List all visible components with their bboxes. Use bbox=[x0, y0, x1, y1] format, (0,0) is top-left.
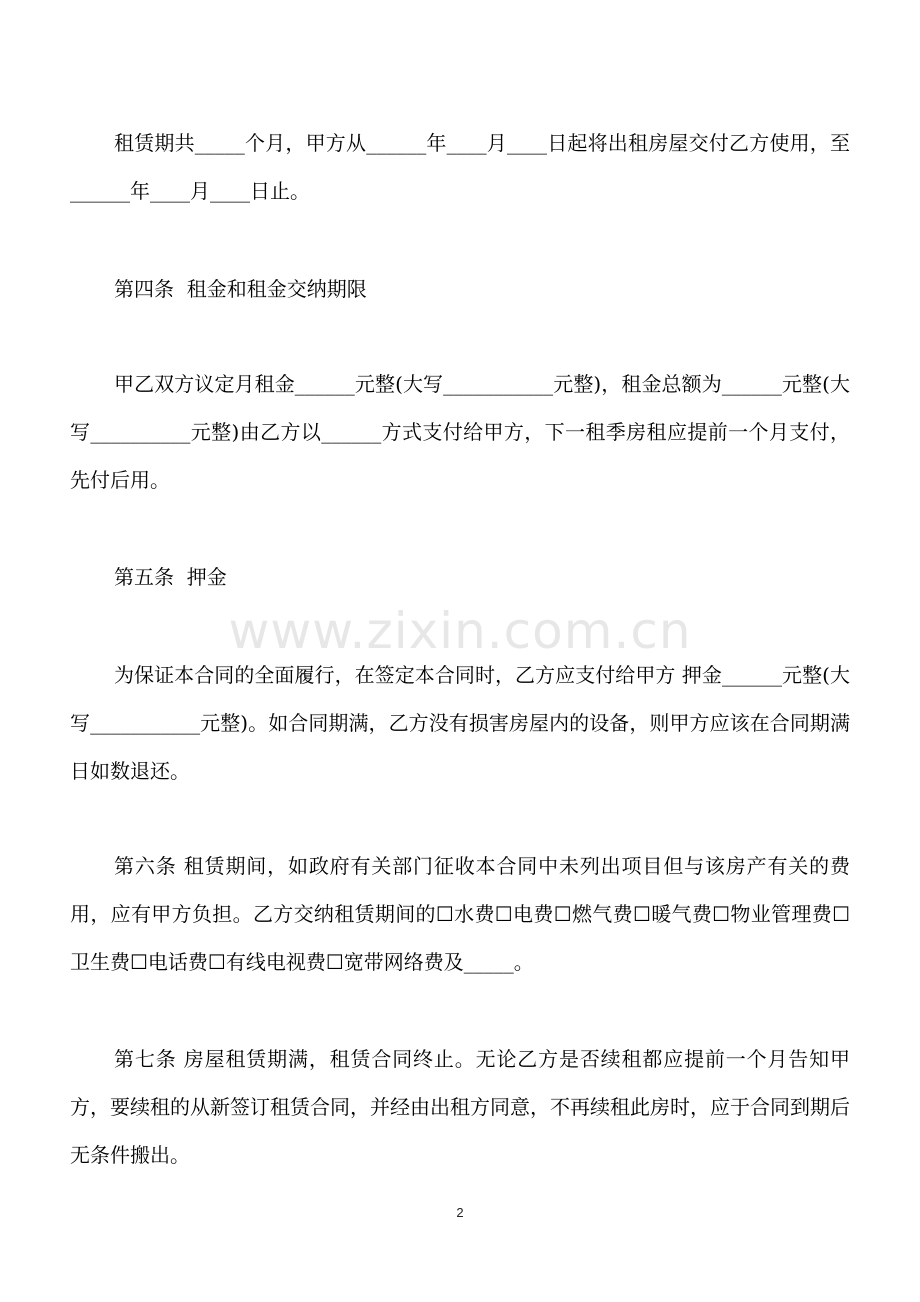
article-5-heading: 第五条 押金 bbox=[114, 565, 227, 589]
paragraph-rent-terms: 甲乙双方议定月租金______元整(大写___________元整)，租金总额为______元整(大写__________元整)由乙方以______方式支付给甲方，下一租季房租应提前一个月支付，先付后用。 bbox=[70, 372, 850, 492]
article-4-heading: 第四条 租金和租金交纳期限 bbox=[114, 277, 367, 301]
watermark: www.zixin.com.cn bbox=[228, 602, 692, 660]
paragraph-article-6: 第六条 租赁期间，如政府有关部门征收本合同中未列出项目但与该房产有关的费用，应有甲方负担。乙方交纳租赁期间的☐水费☐电费☐燃气费☐暖气费☐物业管理费☐卫生费☐电话费☐有线电视费☐宽带网络费及_____。 bbox=[70, 854, 850, 974]
paragraph-deposit-terms: 为保证本合同的全面履行，在签定本合同时，乙方应支付给甲方 押金______元整(大写___________元整)。如合同期满，乙方没有损害房屋内的设备，则甲方应该在合同期满日如数退还。 bbox=[70, 663, 850, 783]
page-number: 2 bbox=[456, 1205, 464, 1220]
paragraph-article-7: 第七条 房屋租赁期满，租赁合同终止。无论乙方是否续租都应提前一个月告知甲方，要续租的从新签订租赁合同，并经由出租方同意，不再续租此房时，应于合同到期后无条件搬出。 bbox=[70, 1047, 850, 1167]
paragraph-lease-term: 租赁期共_____个月，甲方从______年____月____日起将出租房屋交付乙方使用，至______年____月____日止。 bbox=[70, 131, 850, 203]
